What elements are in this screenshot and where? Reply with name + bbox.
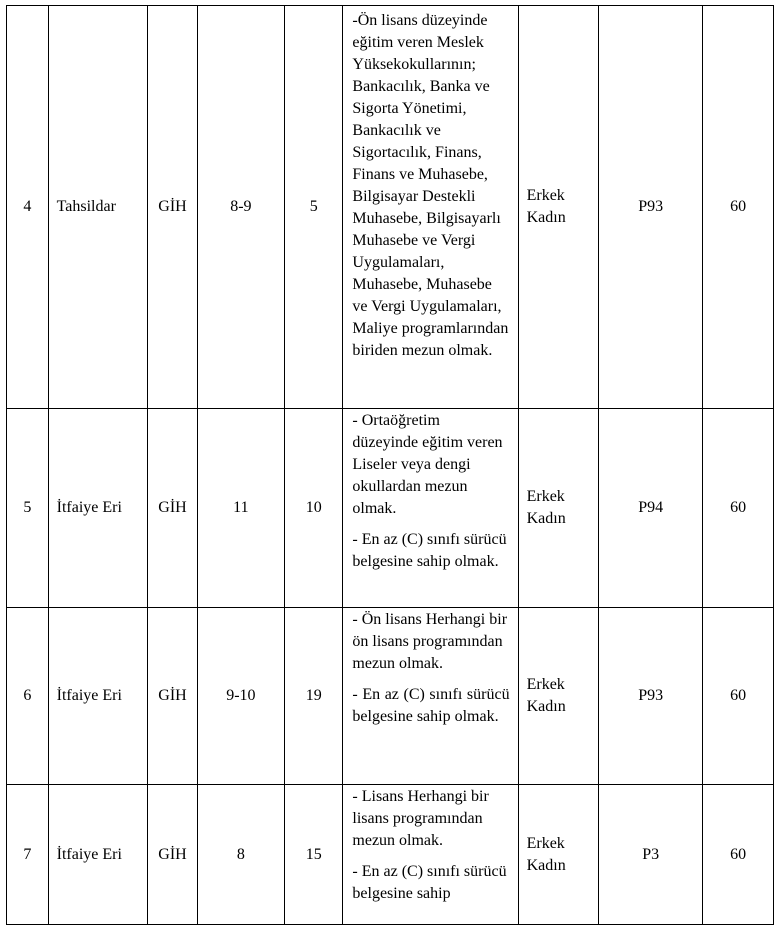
requirement-text: - En az (C) sınıfı sürücü belgesine sahip	[352, 863, 507, 902]
row-number: 6	[7, 608, 49, 785]
position-title: Tahsildar	[48, 6, 148, 409]
requirement-text: - En az (C) sınıfı sürücü belgesine sahip olmak.	[352, 686, 510, 725]
position-count: 10	[285, 409, 343, 608]
requirement-text: - Lisans Herhangi bir lisans programından mezun olmak.	[352, 788, 489, 849]
requirements	[343, 608, 518, 785]
minimum-score: 60	[703, 785, 774, 925]
row-number: 5	[7, 409, 49, 608]
requirements	[343, 6, 518, 409]
service-class: GİH	[148, 608, 197, 785]
requirements	[343, 785, 518, 925]
position-title: İtfaiye Eri	[48, 608, 148, 785]
position-title: İtfaiye Eri	[48, 409, 148, 608]
service-class: GİH	[148, 6, 197, 409]
minimum-score: 60	[703, 6, 774, 409]
kpss-score-type: P93	[599, 608, 703, 785]
requirement-text: -Ön lisans düzeyinde eğitim veren Meslek Yüksekokullarının; Bankacılık, Banka ve Sigorta Yönetimi, Bankacılık ve Sigortacılık, Finans, Finans ve Muhasebe, Bilgisayar Destekli Muhasebe, Bilgisayarlı Muhasebe ve Vergi Uygulamaları, Muhasebe, Muhasebe ve Vergi Uygulamaları, Maliye programlarından biriden mezun olmak.	[352, 12, 509, 359]
degree: 11	[197, 409, 284, 608]
minimum-score: 60	[703, 409, 774, 608]
position-count: 15	[285, 785, 343, 925]
kpss-score-type: P93	[599, 6, 703, 409]
requirement-text: - En az (C) sınıfı sürücü belgesine sahip olmak.	[352, 531, 507, 570]
position-count: 19	[285, 608, 343, 785]
service-class: GİH	[148, 409, 197, 608]
position-count: 5	[285, 6, 343, 409]
kpss-score-type: P3	[599, 785, 703, 925]
requirement-text: - Ön lisans Herhangi bir ön lisans programından mezun olmak.	[352, 611, 508, 672]
gender: Erkek Kadın	[518, 608, 599, 785]
requirements	[343, 409, 518, 608]
requirement-text: - Ortaöğretim düzeyinde eğitim veren Liseler veya dengi okullardan mezun olmak.	[352, 412, 503, 517]
row-number: 4	[7, 6, 49, 409]
minimum-score: 60	[703, 608, 774, 785]
gender: Erkek Kadın	[518, 6, 599, 409]
kpss-score-type: P94	[599, 409, 703, 608]
gender: Erkek Kadın	[518, 785, 599, 925]
table-row	[7, 409, 774, 608]
table-row	[7, 608, 774, 785]
degree: 8	[197, 785, 284, 925]
degree: 8-9	[197, 6, 284, 409]
degree: 9-10	[197, 608, 284, 785]
table-row	[7, 6, 774, 409]
gender: Erkek Kadın	[518, 409, 599, 608]
service-class: GİH	[148, 785, 197, 925]
table-row	[7, 785, 774, 925]
positions-table	[6, 5, 774, 925]
row-number: 7	[7, 785, 49, 925]
position-title: İtfaiye Eri	[48, 785, 148, 925]
